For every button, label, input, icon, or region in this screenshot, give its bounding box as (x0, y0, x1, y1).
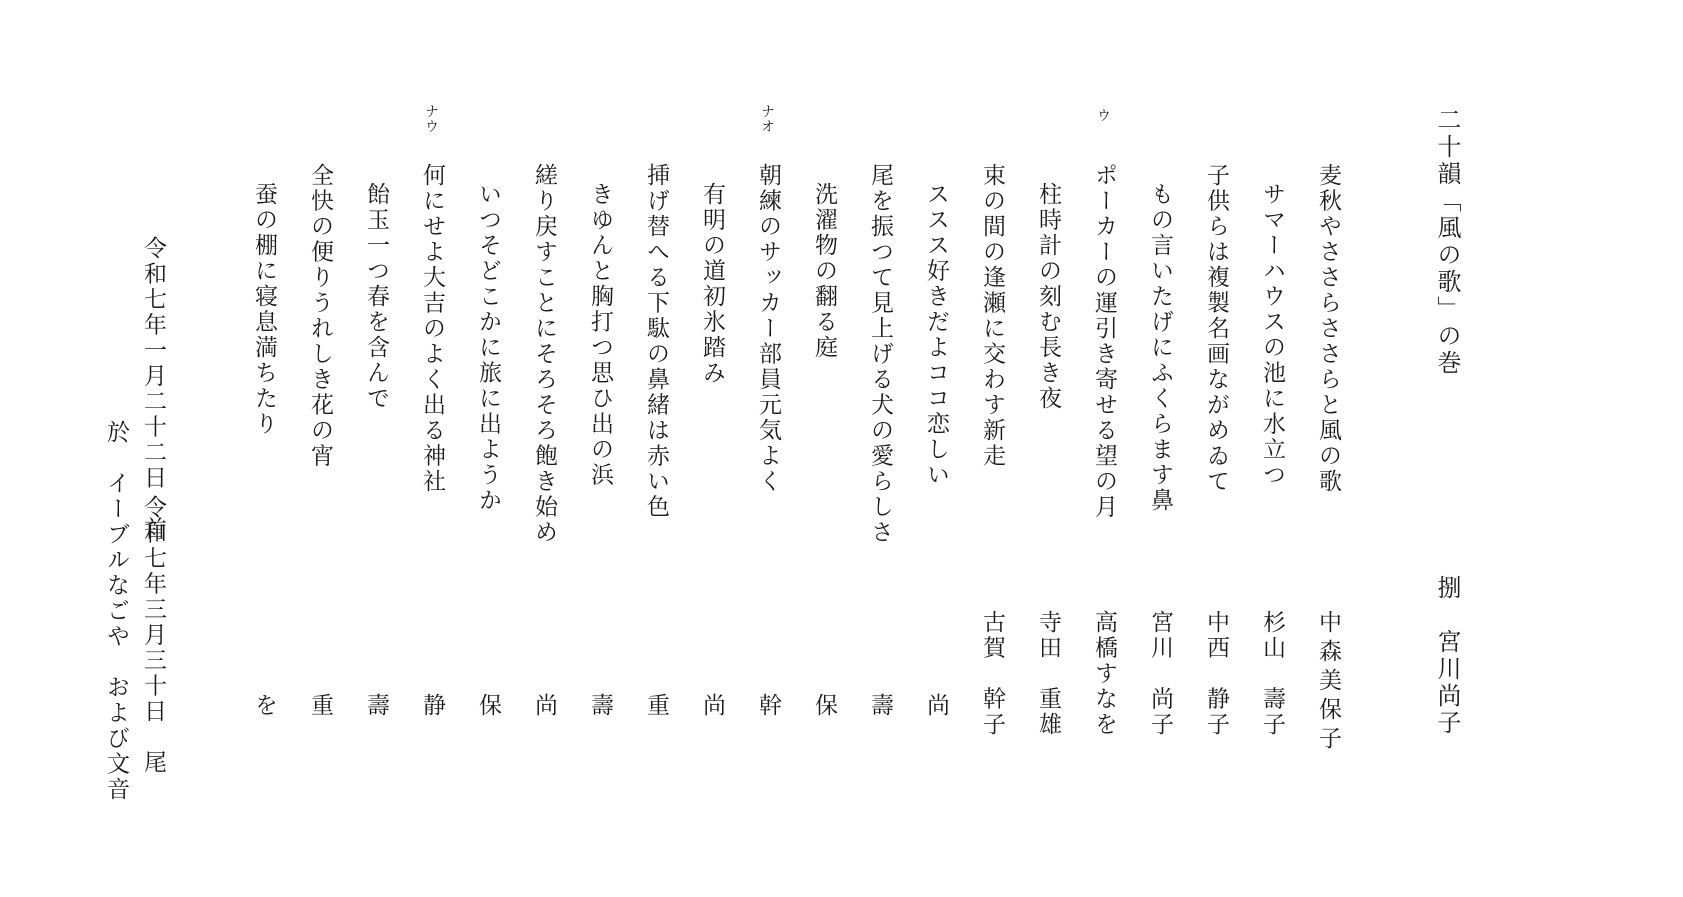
verse-text: きゆんと胸打つ思ひ出の浜 (587, 182, 613, 488)
verse-author: 古賀 幹子 (979, 610, 1005, 738)
document-title: 二十韻「風の歌」の巻 (1433, 107, 1461, 377)
end-date: 令和七年三月三十日 尾 (140, 495, 166, 776)
verse-text: ポーカーの運引き寄せる望の月 (1091, 163, 1117, 520)
verse-text: 縒り戻すことにそろそろ飽き始め (531, 163, 557, 546)
verse-author: 壽 (867, 693, 893, 719)
verse-author: 壽 (587, 693, 613, 719)
verse-text: 何にせよ大吉のよく出る神社 (419, 163, 445, 495)
verse-author: 静 (419, 693, 445, 719)
verse-author: 高橋すなを (1091, 610, 1117, 738)
verse-author: 重 (307, 693, 333, 719)
verse-text: ススス好きだよココ恋しい (923, 182, 949, 488)
verse-text: いつそどこかに旅に出ようか (475, 182, 501, 514)
venue: 於 イーブルなごや および文音 (103, 420, 129, 803)
section-mark-u: ウ (1095, 108, 1111, 123)
verse-text: 尾を振つて見上げる犬の愛らしさ (867, 163, 893, 546)
verse-text: 麦秋やささらささらと風の歌 (1315, 163, 1341, 495)
verse-text: 有明の道初氷踏み (699, 182, 725, 386)
verse-text: 柱時計の刻む長き夜 (1035, 182, 1061, 412)
verse-author: を (251, 693, 277, 719)
verse-text: 蚕の棚に寝息満ちたり (251, 182, 277, 437)
verse-author: 寺田 重雄 (1035, 610, 1061, 738)
start-date: 令和七年一月二十二日 首 (140, 236, 166, 542)
verse-text: 洗濯物の翻る庭 (811, 182, 837, 361)
verse-author: 中西 静子 (1203, 610, 1229, 738)
verse-text: もの言いたげにふくらます鼻 (1147, 182, 1173, 514)
verse-author: 尚 (699, 693, 725, 719)
verse-author: 中森美保子 (1315, 610, 1341, 755)
verse-text: 挿げ替へる下駄の鼻緒は赤い色 (643, 163, 669, 520)
verse-text: 全快の便りうれしき花の宵 (307, 163, 333, 469)
verse-text: 飴玉一つ春を含んで (363, 182, 389, 412)
verse-text: サマーハウスの池に水立つ (1259, 182, 1285, 488)
verse-text: 子供らは複製名画ながめゐて (1203, 163, 1229, 495)
verse-author: 宮川 尚子 (1147, 610, 1173, 738)
section-mark-nao: ナオ (759, 104, 775, 134)
verse-author: 尚 (531, 693, 557, 719)
verse-text: 束の間の逢瀬に交わす新走 (979, 163, 1005, 469)
verse-author: 幹 (755, 693, 781, 719)
verse-author: 壽 (363, 693, 389, 719)
verse-author: 尚 (923, 693, 949, 719)
verse-author: 重 (643, 693, 669, 719)
section-mark-nau: ナウ (423, 104, 439, 134)
verse-text: 朝練のサッカー部員元気よく (755, 163, 781, 495)
verse-author: 保 (475, 693, 501, 719)
sabaki-credit: 捌 宮川尚子 (1433, 575, 1461, 737)
verse-author: 杉山 壽子 (1259, 610, 1285, 738)
verse-author: 保 (811, 693, 837, 719)
